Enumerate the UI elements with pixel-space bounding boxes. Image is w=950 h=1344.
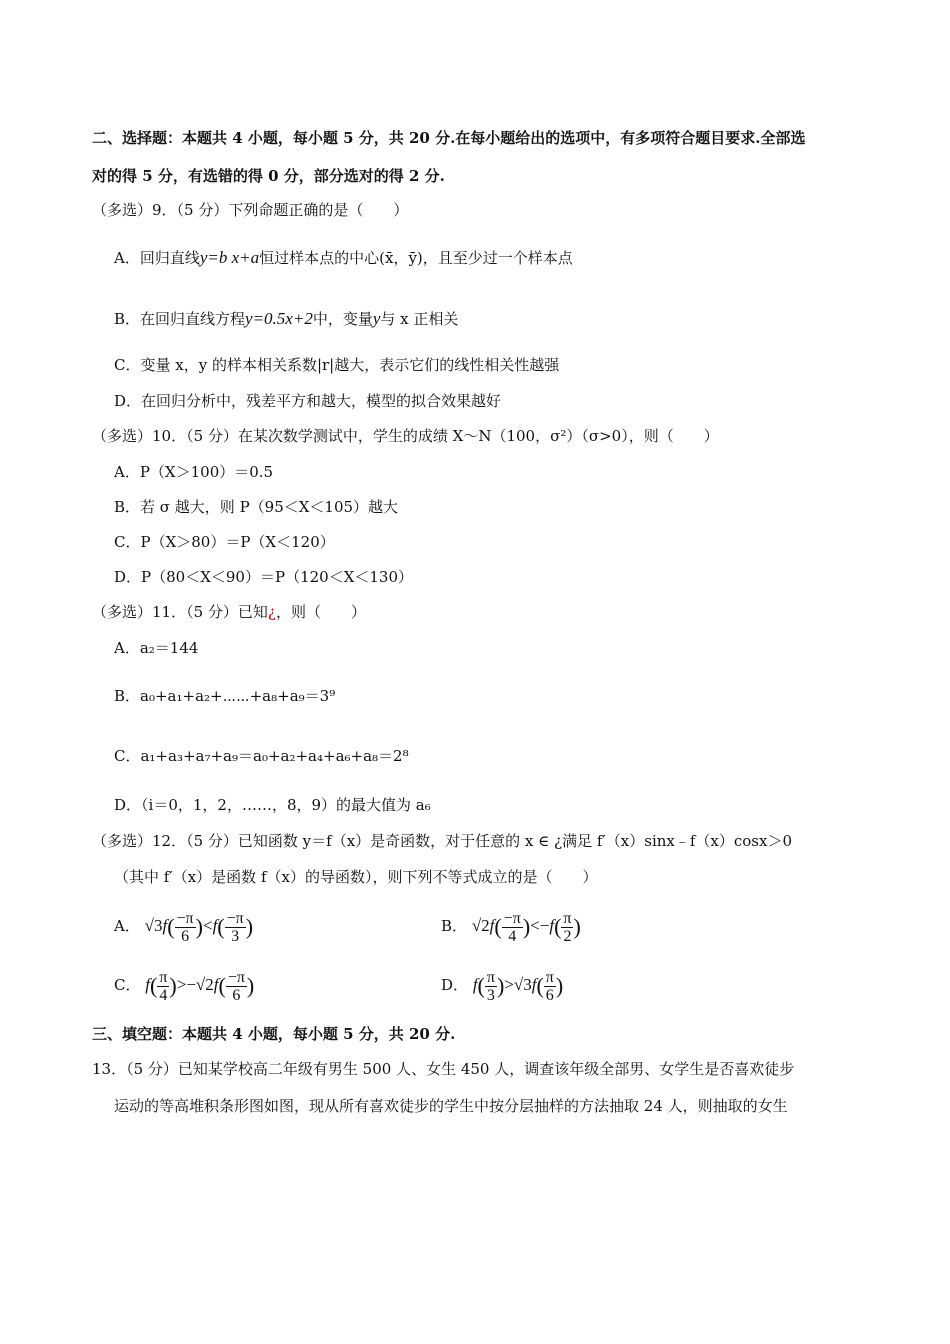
q11-stem — [92, 602, 366, 622]
q12-option-c-formula: f( $\frac{\pi}{4}$ )>−√2f( $\frac{-\pi}{6}$ ) — [145, 968, 255, 1004]
q9-option-a — [114, 248, 573, 268]
q9-option-a-suffix: 恒过样本点的中心(x̄，ȳ)，且至少过一个样本点 — [259, 249, 573, 267]
q9-option-d: D．在回归分析中，残差平方和越大，模型的拟合效果越好 — [114, 392, 502, 410]
q9-option-b-variable: y — [372, 309, 381, 328]
q9-option-a-prefix: A．回归直线 — [114, 249, 200, 267]
q9-option-b — [114, 309, 458, 329]
q9-option-a-equation: y=b x+a — [199, 248, 260, 267]
q9-option-b-equation: y=0.5x+2 — [245, 309, 313, 328]
q12-option-a — [114, 906, 253, 947]
q11-stem-suffix: ，则（ ） — [275, 603, 366, 621]
q9-option-b-suffix: 与 x 正相关 — [380, 310, 459, 328]
q12-option-b-label: B． — [441, 917, 468, 935]
q9-option-c: C．变量 x，y 的样本相关系数|r|越大，表示它们的线性相关性越强 — [114, 356, 560, 374]
q12-option-c — [114, 965, 254, 1006]
q10-stem: （多选）10．（5 分）在某次数学测试中，学生的成绩 X～N（100，σ²）（σ>0），则（ ） — [92, 427, 719, 445]
q11-stem-prefix: （多选）11．（5 分）已知 — [92, 603, 268, 621]
q12-option-b-formula: √2f( $\frac{-\pi}{4}$ )<−f( $\frac{\pi}{2}$ ) — [471, 909, 581, 945]
q10-option-c: C．P（X＞80）＝P（X＜120） — [114, 533, 335, 551]
q11-option-b: B．a₀+a₁+a₂+⋯⋯+a₈+a₉＝3⁹ — [114, 687, 336, 705]
section2-heading-line1: 二、选择题：本题共 4 小题，每小题 5 分，共 20 分.在每小题给出的选项中，有多项符合题目要求.全部选 — [92, 129, 806, 147]
q11-stem-mark: ¿ — [267, 603, 276, 621]
q11-option-c: C．a₁+a₃+a₇+a₉＝a₀+a₂+a₄+a₆+a₈＝2⁸ — [114, 747, 409, 765]
q10-option-b: B．若 σ 越大，则 P（95＜X＜105）越大 — [114, 498, 399, 516]
q10-option-a: A．P（X＞100）＝0.5 — [114, 463, 274, 481]
q9-option-b-middle: 中，变量 — [312, 310, 373, 328]
q12-option-d — [441, 965, 563, 1006]
q12-option-c-label: C． — [114, 976, 141, 994]
q12-option-b — [441, 906, 581, 947]
q12-option-a-formula: √3f( $\frac{-\pi}{6}$ )<f( $\frac{-\pi}{3}$ ) — [144, 909, 254, 945]
q12-option-a-label: A． — [114, 917, 140, 935]
q9-option-b-prefix: B．在回归直线方程 — [114, 310, 246, 328]
q10-option-d: D．P（80＜X＜90）＝P（120＜X＜130） — [114, 568, 414, 586]
q12-option-d-formula: f( $\frac{\pi}{3}$ )>√3f( $\frac{\pi}{6}$ ) — [472, 968, 564, 1004]
section2-heading-line2: 对的得 5 分，有选错的得 0 分，部分选对的得 2 分. — [92, 167, 445, 185]
q9-stem: （多选）9．（5 分）下列命题正确的是（ ） — [92, 201, 409, 219]
q12-stem-line1: （多选）12．（5 分）已知函数 y＝f（x）是奇函数，对于任意的 x ∈ ¿满足 f′（x）sinx﹣f（x）cosx＞0 — [92, 832, 793, 850]
q12-option-d-label: D． — [441, 976, 469, 994]
q13-line2: 运动的等高堆积条形图如图，现从所有喜欢徒步的学生中按分层抽样的方法抽取 24 人，则抽取的女生 — [114, 1097, 788, 1115]
q11-option-d: D．（i＝0，1，2，……，8，9）的最大值为 a₆ — [114, 796, 431, 814]
q13-line1: 13．（5 分）已知某学校高二年级有男生 500 人、女生 450 人，调查该年级全部男、女学生是否喜欢徒步 — [92, 1060, 795, 1078]
q12-stem-line2: （其中 f′（x）是函数 f（x）的导函数），则下列不等式成立的是（ ） — [114, 868, 598, 886]
section3-heading: 三、填空题：本题共 4 小题，每小题 5 分，共 20 分. — [92, 1025, 456, 1043]
q11-option-a: A．a₂＝144 — [114, 639, 199, 657]
